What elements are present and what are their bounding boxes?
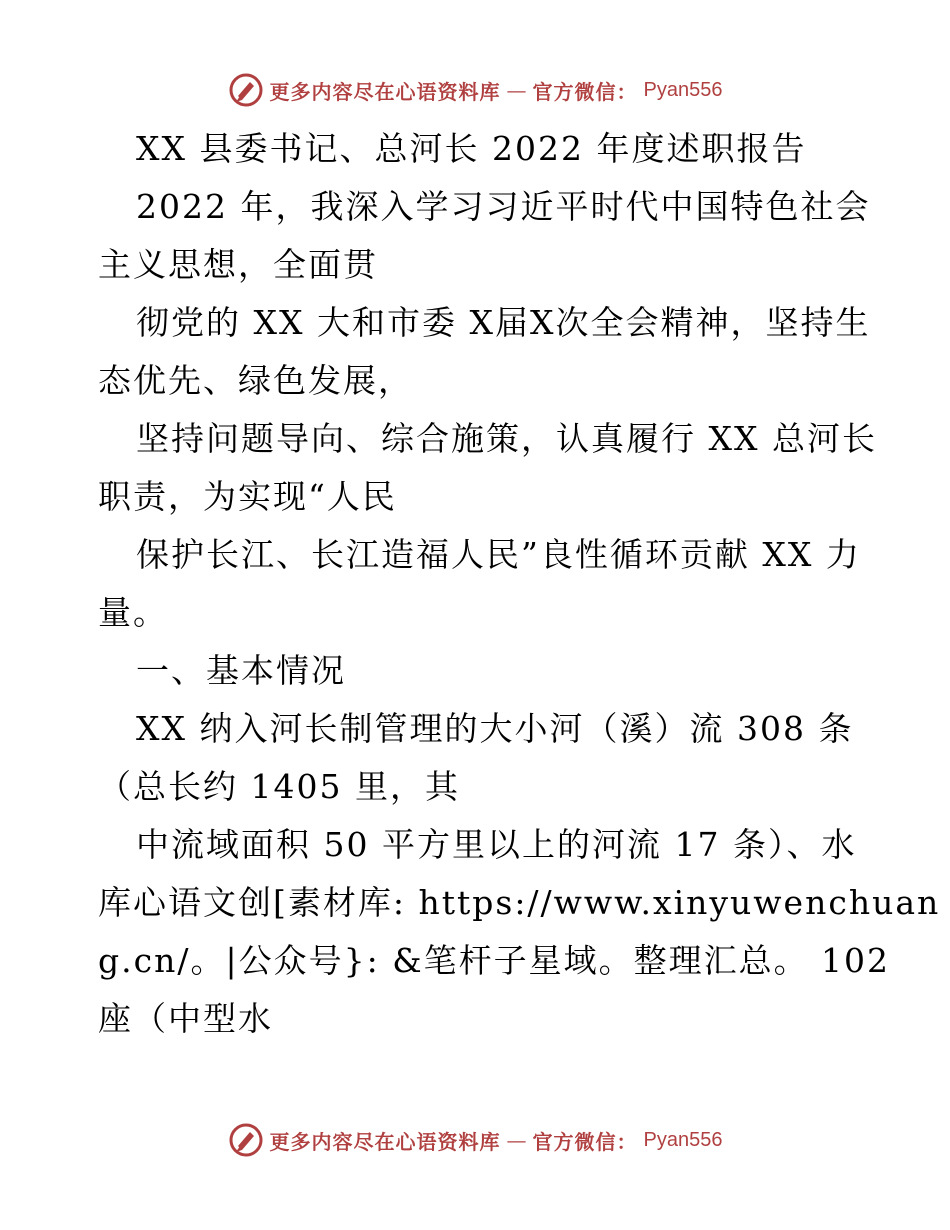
- watermark-separator: —: [506, 78, 527, 102]
- doc-line: XX 纳入河长制管理的大小河（溪）流 308 条: [136, 709, 854, 748]
- doc-line: 中流域面积 50 平方里以上的河流 17 条）、水: [136, 825, 857, 864]
- doc-line: 保护长江、长江造福人民”良性循环贡献 XX 力: [136, 535, 861, 574]
- doc-line: 彻党的 XX 大和市委 X届X次全会精神，坚持生: [136, 303, 871, 342]
- doc-line: 2022 年，我深入学习习近平时代中国特色社会: [136, 187, 871, 226]
- watermark-text: 更多内容尽在心语资料库: [269, 1129, 501, 1154]
- watermark-label: 官方微信：: [532, 79, 638, 104]
- pen-logo-icon: [228, 1122, 264, 1158]
- watermark-label: 官方微信：: [532, 1129, 638, 1154]
- doc-line: 职责，为实现“人民: [98, 477, 397, 516]
- watermark-id: Pyan556: [643, 1128, 723, 1151]
- doc-line: 态优先、绿色发展，: [98, 361, 413, 400]
- footer-watermark: [0, 1122, 950, 1158]
- watermark-separator: —: [506, 1128, 527, 1152]
- pen-logo-icon: [228, 72, 264, 108]
- doc-line: 库心语文创[素材库: https://www.xinyuwenchuan: [98, 883, 941, 922]
- section-heading: 一、基本情况: [136, 651, 346, 690]
- header-watermark: [0, 72, 950, 108]
- doc-line: 坚持问题导向、综合施策，认真履行 XX 总河长: [136, 419, 877, 458]
- doc-title: XX 县委书记、总河长 2022 年度述职报告: [136, 129, 807, 168]
- doc-line: 量。: [98, 593, 168, 632]
- document-body: [98, 120, 941, 1048]
- doc-line: （总长约 1405 里，其: [98, 767, 460, 806]
- doc-line: 座（中型水: [98, 999, 273, 1038]
- doc-line: 主义思想，全面贯: [98, 245, 378, 284]
- watermark-text: 更多内容尽在心语资料库: [269, 79, 501, 104]
- doc-line: g.cn/。|公众号}: &笔杆子星域。整理汇总。 102: [98, 941, 891, 980]
- watermark-id: Pyan556: [643, 78, 723, 101]
